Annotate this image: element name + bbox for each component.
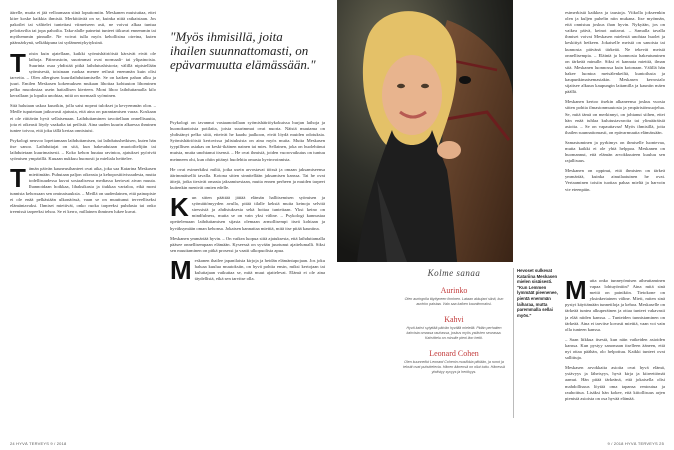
left-column-1 — [10, 10, 156, 440]
right-column-1 — [565, 10, 665, 272]
left-column-2 — [170, 120, 325, 440]
photo-caption: Hevoset sulkevat Katariina Meskasen mielen sisäisesti. "Kun Lemmen lymmäät pieenenee, pientä enemmän laiharaa, mutta paremmalla sellai myös." — [517, 268, 558, 318]
dropcap-paragraph — [565, 278, 665, 333]
dropcap-letter: M — [565, 278, 587, 305]
paragraph-text: un sitten päättää jättää elämän hallitsemisen syömisen ja syömättömyyden avulla, pitää tilalle keksiä muita keinoja selvitä stressistä ja ahdistuksesta sekä hoitaa tunteitaan. Yksi keino on mindfulness, mutta se on vain yksi väline. – Psykologi kannustaa opettelemaan laihduttamisen sijasta olemaan armollisempi itseä kohtaan ja hyväksymään oman kehonsa. Jokaisen kannattaa miettiä, mitä itse pitää kauniina. — [170, 195, 325, 231]
paragraph: – Saan liikkua itsestä, kun näin vaikeiden asioiden kanssa. Kun pystyy sanomaan itselleen ääneen, että nyt ottaa päähän, olo helpottuu. Kaikki tunteet ovat sallittuja. — [565, 336, 665, 361]
pull-quote: "Myös ihmisillä, joita ihailen suunnattomasti, on epävarmuutta elämässään." — [170, 29, 316, 72]
right-column-2 — [565, 278, 665, 440]
sidebar-item — [399, 315, 509, 341]
right-page — [337, 0, 674, 450]
sidebar-item — [399, 349, 509, 375]
dropcap-paragraph — [170, 192, 325, 232]
dropcap-letter: K — [170, 192, 189, 223]
paragraph: Meskanen ymmärtää hyvin. – On vaikea luopua siitä ajatuksesta, että laihduttamalla pääsee onnellisempaan elämään. Kyseessä on syvään juurtunut ajattelumalli. Siksi sen muuttaminen on pitkä prosessi ja vaatii ulkopuolista apua. — [170, 235, 325, 253]
dropcap-paragraph — [170, 254, 325, 285]
paragraph-text: oisin kuin ajatellaan, kaikki syömishäiriöistä kärsivät eivät ole laihoja. Päinvastoin, suurimmat ovat normaali- tai ylipainoisia. Suurinta osaa yhdistää pitkä laihdutushistoria; välillä nipistellään syömisestä, toisinaan ruokaa menee reilusti enemmän kuin olisi tarvetta. – Olen allergisen kuurilaihduttamiselle. Se on kaiken pahan alku ja juuri. Emilen Meskasen kokemuksen mukaan lihottaa kohtuuton lihominen pelko muodostaa usein haitallisen kierteen. Moni lihoo laihduttamalla kilo kerrallaan ja lopulta unohtaa, mitä on normaali syöminen. — [10, 50, 156, 99]
dropcap-letter: M — [170, 254, 192, 285]
three-words-sidebar — [399, 268, 509, 375]
paragraph: Samastuminen ja pyrkimys on ihmiselle luontevaa, mutta kaikki ei ole yhtä helppoa. Meskanen on huomannut, että elämän arvokkuuteen kuuluu sen rajallisuus. — [565, 139, 665, 164]
paragraph: Meskasen arvokkaita asioita ovat hyvä elämä, ystävyys ja läheisyys, hyvä kirja ja kiireettömät aamut. Hän pitää tärkeänä, että jokaisella olisi mahdollisuus löytää oma tapansa rentoutua ja rauhoittua. Lisäksi hän kokee, että kiitollisuus arjen pienistä asioista on osa hyvää elämää. — [565, 365, 665, 401]
woman-with-horse-image — [337, 0, 513, 262]
sidebar-item-heading: Leonard Cohen — [429, 349, 479, 358]
paragraph: Sitä halutaan uskoa kuurikin, jolla saisi nopeat tulokset ja kevyemmän olon. – Medle tuputetaan jatkuvasti ajatusta, että aina on parantamisen varaa. Koskaan ei ole riittävän hyvä sellaisenaan. Laihduttaminen tavoitellaan onnellisuutta, jota ei oikeasti löydy vaakalta tai peilistä. Aina uuden kuurin alkaessa ihminen tuntee toivoa, että joku tällä kertaa onnistuisi. — [10, 103, 156, 133]
sidebar-item-text: Olen auringolla täyttyneen ihminen. Lataan akkujani siinä, kun aurinko paistaa. Valo saa kaiken kauniimmaksi. — [404, 297, 504, 306]
paragraph-text: utta onko tunneyömisen aiheuttaminen vapaa lohtuyöntiin? Aina mitä sinä meitä on painikiin. Tietokone on yksinkertainen väline. Mieti, miten sinä pystyt käyttämään tunnetiloja ja kehoa. Meskaselle on tärkeää tuntea alkuperäinen ja ottaa tunteet vakavasti ja elää niiden kanssa. – Tunteiden tunnistaminen on tärkeää. Aina ei tarvitse kovasti miettiä, vaan voi vain olla tunteen kanssa. — [565, 278, 665, 332]
dropcap-paragraph — [10, 163, 156, 215]
dropcap-paragraph — [10, 47, 156, 100]
sidebar-item-text: Olen kuunnellut Leonard Cohenin musiikkia pitkään, ja runot ja tekstit ovat puhuttelevia. Hänen äänensä on ollut tuttu. Hänessä yhdistyy syvyys ja herkkyys. — [403, 360, 505, 374]
page-footer-right: 9 / 2018 HYVÄ TERVEYS 25 — [607, 441, 664, 446]
dropcap-letter: T — [10, 47, 26, 78]
dropcap-letter: T — [10, 163, 26, 194]
page-footer-left: 24 HYVÄ TERVEYS 9 / 2018 — [10, 441, 67, 446]
paragraph: He ovat esimerkiksi miltä, jotka usein arvostavat töissä ja omaan jaksamiseensa äärimmäisellä tavalla. Kotona sitten sinnitellään jaksamisen kanssa. Tai he ovat äitejä, jotka tiesivät omasta jaksamisestaan, mutta ennen perheen ja muiden tarpeet kuitenkin menivät omien edelle. — [170, 166, 325, 190]
sidebar-divider — [513, 268, 514, 418]
paragraph: äärelle, mutta ei jää velloamaan siinä loputtomiin. Meskanen muistuttaa, ettei kiire koske kaikkia ihmisiä. Merkittävää on se, kuinka niitä ratkaistaan. Jos pakoilet tai välttelet tunteitasi viimeiseen asti, ne voivat alkaa tuntua pelottavilta tai jopa pahoilta. Taka-alalle painetut tunteet tiikuvat ennemmin tai myöhemmin pinnalle. Ne voivat tulla myös kehollisina oireina, kuten päänsärkynä, selkäkipuna tai sydämentykytyksinä. — [10, 10, 156, 46]
paragraph-text: ämän päivän kauneusihanteet ovat aika, joka saa Katarina Meskasen miettimään. Puhutaan paljon oikeasta ja kehopositiivisuudesta, mutta todellisuudessa kuvat sosiaalisessa mediassa kertovat aivan muuta. Ihannoidaan hoikkaa, lihaksikasta ja tiukkaa vartaloa, eikä moni tunnista kehossaan sen ominaisuuksia. – Meillä on uudenlainen, että painopiste ei ole enää pelkästään ulkonäössä, vaan se on muuttunut terveelliseksi elämäntavaksi. Ihmiset miettivät, onko ruoka tarpeeksi puhdasta tai onko treenissä tarpeeksi tehoa. Se ei kerro, millainen ihminen lukee kuvat. — [10, 166, 156, 214]
paragraph: Meskanen kertoo itsekin alkaneensa joskus vuosia sitten pohtia ilmastonmuutosta ja ympäristönsuojelua. Se, mitä tämä on merkinnyt, on johtanut siihen, ettei hän enää tuhlaa kulutustavaroita tai ylimääräisiä asioita. – Se on vapauttavaa! Myös ihmisillä, joita ihailen suunnattomasti, on epävarmuutta elämässään. — [565, 99, 665, 135]
sidebar-item-heading: Kahvi — [444, 315, 464, 324]
sidebar-title: Kolme sanaa — [427, 268, 481, 278]
paragraph-text: eskanen ihailee japanilaisia kirjoja ja heidän elämäntapojaan. Jos joku haluaa kuulua muutoksiin, on hyvä pohtia ensin, miksi kertojaan tai kuluttajaan vaikuttaa se, mitä muut ajattelevat. Elämä ei ole aina täydellistä, eikä sen tarvitse olla. — [194, 257, 325, 282]
sidebar-item-text: Hyvä kahvi sytyttää päivän hyvällä mielellä. Pidän perhaiten kahvista omassa rauhassa, joskus myös ystävien seurassa. Kahvittelu on minulle pieni ilon hetki. — [406, 326, 502, 340]
paragraph: esimerkistä kaikkea ja taustoja. Viikolla jokseenkin olen ja kuljen puhelin niin mukana. Itse myönnän, että onnistuu joskus ihan hyvin. Nykyään, jos on vaikea päivä, keinot auttavat. – Samalla tavalla ihmiset voivat Meskasen mielestä unohtaa huolet ja keskittyä hetkeen. Jokaiselle meistä on sanoista tai kunnosta päivänä tärkeää. Ne tekevät meistä onnellisempia. – Eläintä ja luonnosta hakeutuminen on tärkeää minulle. Siksi ei kannata miettiä, ilman sitä. Meskanen luonnossa kuin kotonaan. Välillä hän hakee luontoa metsälenkeiltä, kuntoilusta ja kaupunkimaisemastakin. Meskasen kerrostalo sijaitsee alkuun kaupungin laitamilla ja kauniin mäen päällä. — [565, 10, 665, 95]
paragraph: Meskanen on oppinut, että ihmisten on tärkeä ymmärtää, kuinka ainutlaatuinen he ovat. Vertaaminen toisiin tuottaa pahaa mieltä ja harvoin vie eteenpäin. — [565, 168, 665, 192]
sidebar-item — [399, 286, 509, 307]
sidebar-item-heading: Aurinko — [440, 286, 468, 295]
paragraph: Psykologi on tavannut vastaanotollaan syömishäiriöykokuissa hurjan laihoja ja huonokuntoisia potilaita, joista suurimmat ovat nuoria. Näistä muutama on yhdistänyt pelko siitä, etteivät he kaadu jaalkoon, eivät löydä muiden odotuksia. Syömishäiriöistä kertovissa julistuksista on aina myös muita. Mutta Meskasen tyypillisen asiakas on keski-ikäinen nainen tai mies. Sellainen, joka on huolehtinut muista, mutta unohtanut itsensä. – He ovat ihmisiä, joiden vuorovaikutus on tuntuu meinneen ohi, kun ohiin pitänyt huolehtia omasta hyvinvoinnista. — [170, 120, 325, 162]
portrait-photo — [337, 0, 513, 262]
paragraph: Psykologi neuvoo lopettamaan laihduttamisen, tai laihdutushetkisen, kuten hän itse sanoo. Laihduttajat on sitä, kun hakeudutaan muotoiltelijiin tai laihdutetaan kuurimaisesti. – Koko kehon huutaa ravintoa, ajatukset pyörivät syömisen ympärillä. Kuuaan nukkuu huonosti ja mieliala heittelee. — [10, 137, 156, 162]
